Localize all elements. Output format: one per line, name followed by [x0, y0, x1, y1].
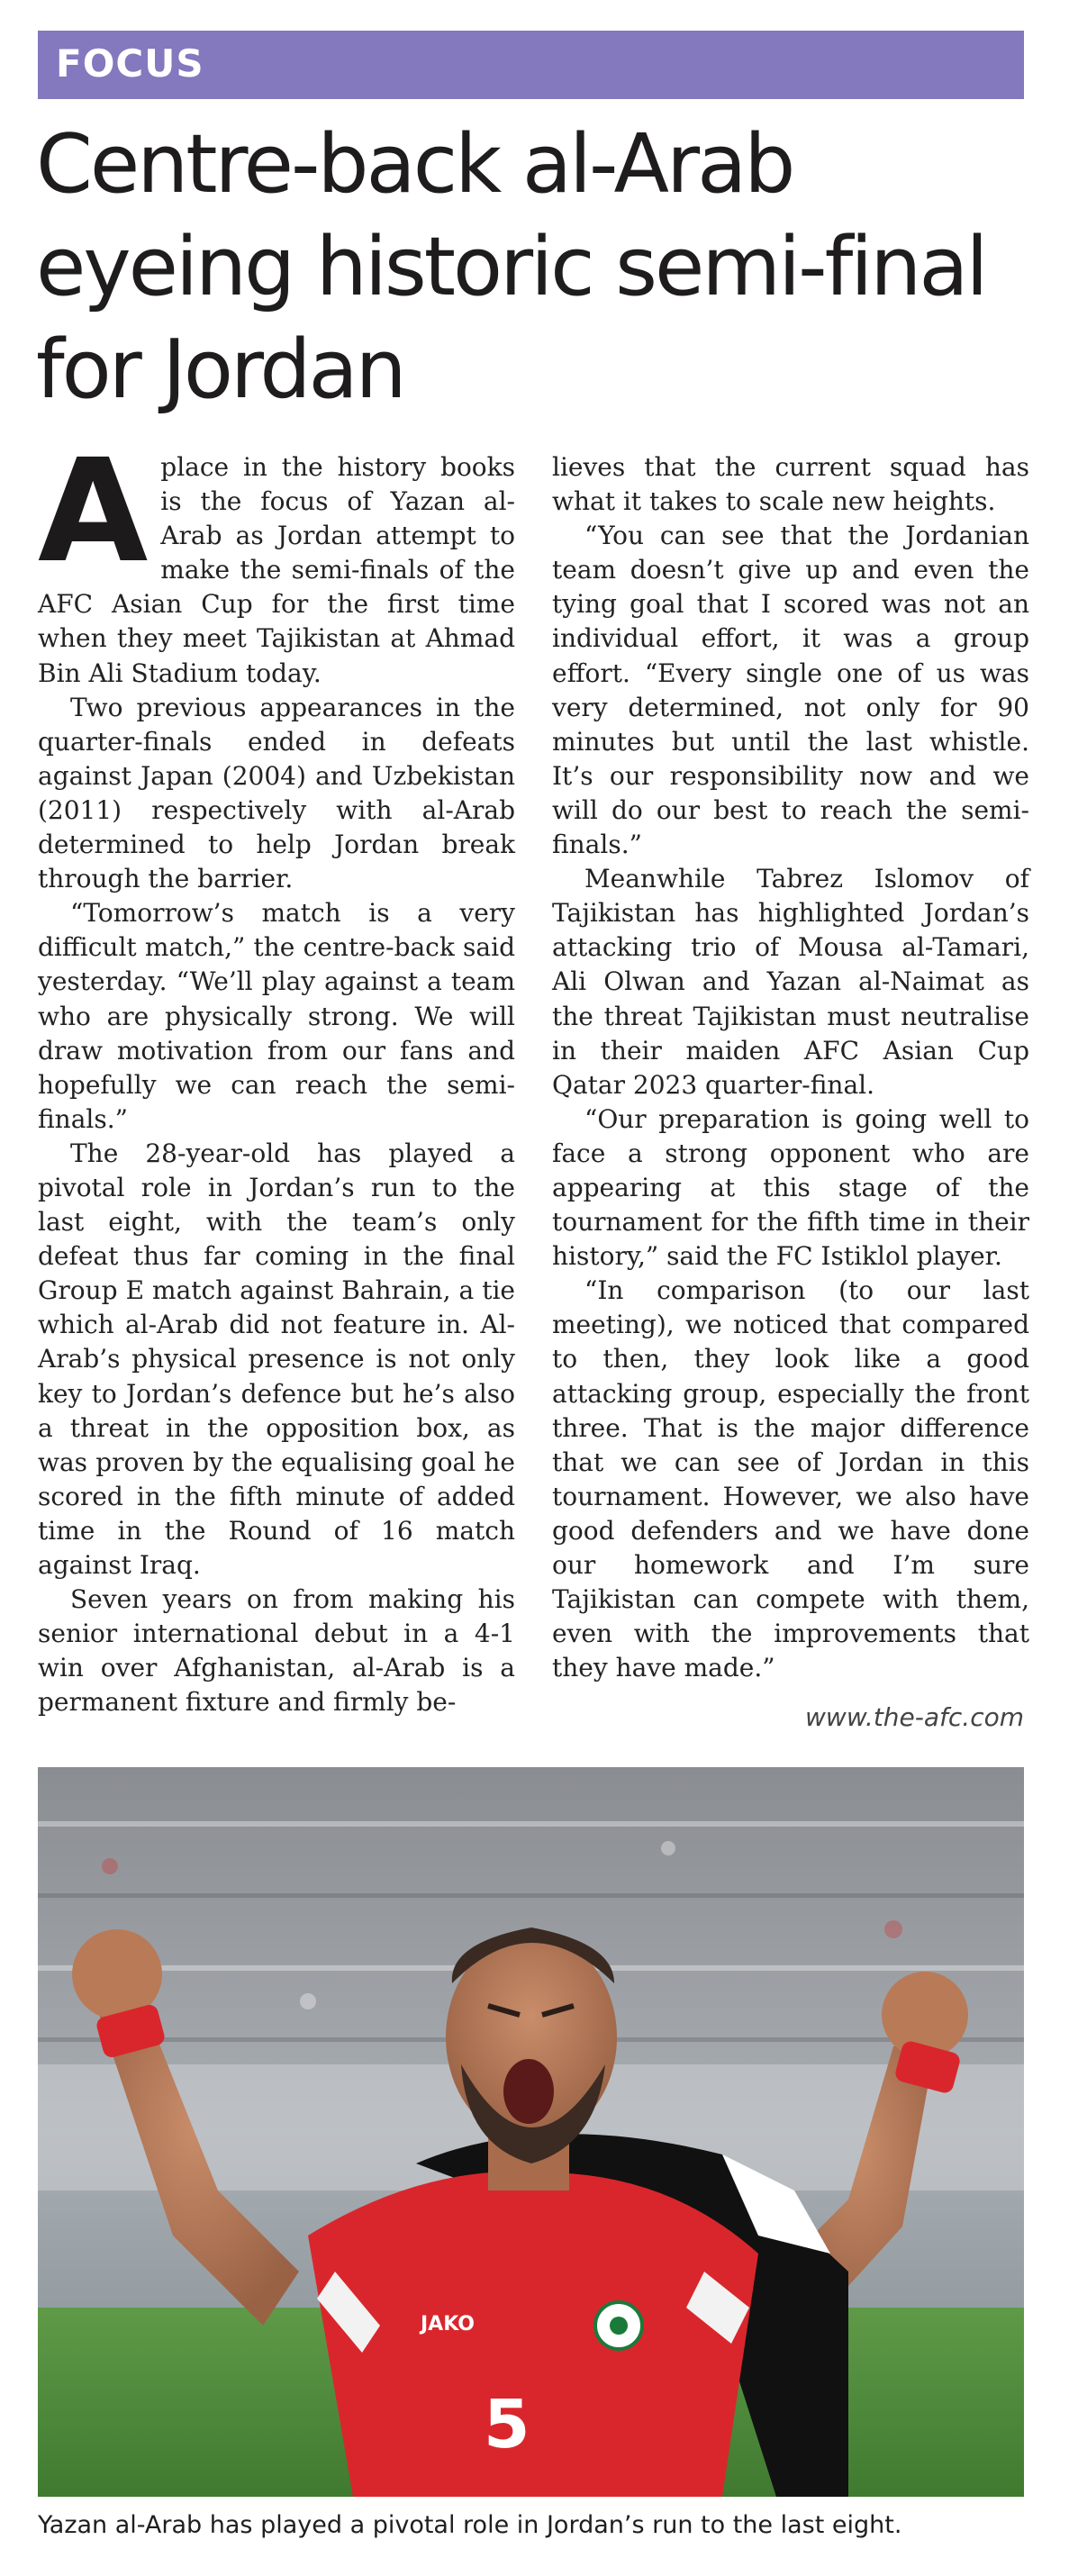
article-paragraph: “Our preparation is going well to face a strong opponent who are appearing at this stage of the tournament for the fifth time in their history,” said the FC Istiklol player.: [552, 1103, 1029, 1272]
article-paragraph: [38, 429, 515, 691]
article-column-right: [552, 450, 1029, 1685]
article-paragraph: lieves that the current squad has what it takes to scale new heights.: [552, 452, 1029, 517]
open-mouth: [503, 2059, 554, 2124]
section-header-bar: [38, 31, 1024, 99]
jersey: [308, 2172, 758, 2497]
article-paragraph: The 28-year-old has played a pivotal role in Jordan’s run to the last eight, with the team’s only defeat thus far coming in the final Group E match against Bahrain, a tie which al-Arab did not feature in. Al-Arab’s physical presence is not only key to Jordan’s defence but he’s also a threat in the opposition box, as was proven by the equalising goal he scored in the fifth minute of added time in the Round of 16 match against Iraq.: [38, 1138, 515, 1580]
article-column-left: [38, 429, 515, 1719]
photo-caption: Yazan al-Arab has played a pivotal role in Jordan’s run to the last eight.: [38, 2511, 902, 2539]
article-paragraph: Two previous appearances in the quarter-finals ended in defeats against Japan (2004) and Uzbekistan (2011) respectively with al-Arab determined to help Jordan break through the barrier.: [38, 692, 515, 894]
section-label: FOCUS: [56, 41, 204, 86]
headline: Centre-back al-Arab eyeing historic semi-final for Jordan: [36, 117, 986, 417]
article-paragraph: “You can see that the Jordanian team doesn’t give up and even the tying goal that I scored was not an individual effort, it was a group effort. “Every single one of us was very determined, not only for 90 minutes but until the last whistle. It’s our responsibility now and we will do our best to reach the semi-finals.”: [552, 521, 1029, 860]
lead-text: place in the history books is the focus of Yazan al-Arab as Jordan attempt to make the semi-finals of the AFC Asian Cup for the first time when they meet Tajikistan at Ahmad Bin Ali Stadium today.: [38, 452, 515, 688]
article-paragraph: “Tomorrow’s match is a very difficult match,” the centre-back said yesterday. “We’ll play against a team who are physically strong. We will draw motivation from our fans and hopefully we can reach the semi-finals.”: [38, 898, 515, 1134]
article-paragraph: Meanwhile Tabrez Islomov of Tajikistan has highlighted Jordan’s attacking trio of Mousa al-Tamari, Ali Olwan and Yazan al-Naimat as the threat Tajikistan must neutralise in their maiden AFC Asian Cup Qatar 2023 quarter-final.: [552, 864, 1029, 1100]
source-credit: www.the-afc.com: [805, 1702, 1024, 1732]
jersey-brand: JAKO: [421, 2313, 475, 2336]
jersey-number: 5: [484, 2386, 530, 2463]
drop-cap: A: [38, 429, 149, 594]
article-paragraph: Seven years on from making his senior international debut in a 4-1 win over Afghanistan, al-Arab is a permanent fixture and firmly be-: [38, 1584, 515, 1718]
article-photo: [38, 1767, 1024, 2497]
article-paragraph: “In comparison (to our last meeting), we noticed that compared to then, they look like a good attacking group, especially the front three. That is the major difference that we can see of Jordan in this tournament. However, we also have good defenders and we have done our homework and I’m sure Tajikistan can compete with them, even with the improvements that they have made.”: [552, 1275, 1029, 1683]
photo-illustration: [38, 1767, 1024, 2497]
